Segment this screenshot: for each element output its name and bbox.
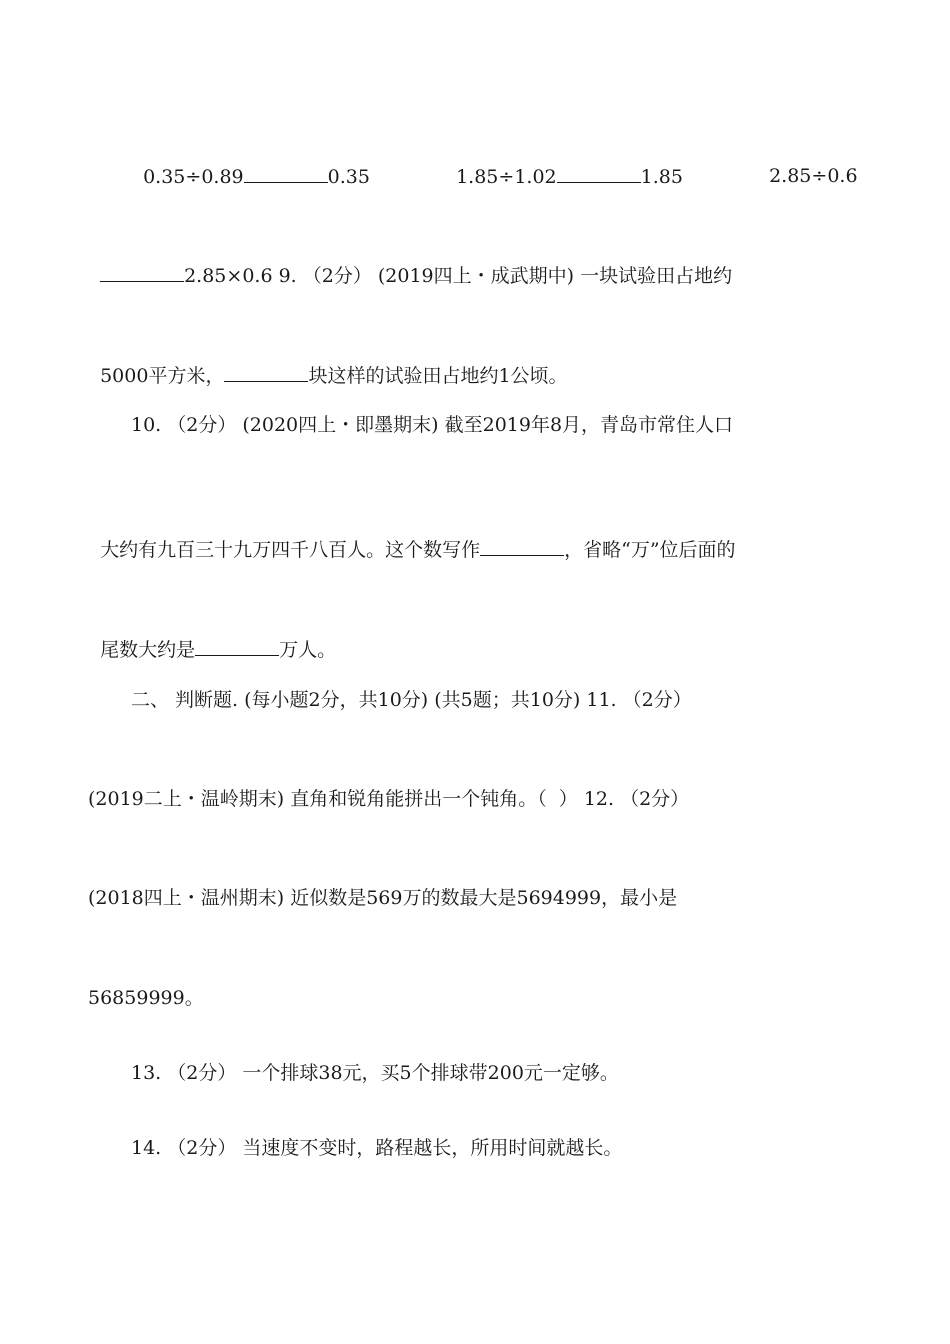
q10-line-1: 10. （2分） (2020四上・即墨期末) 截至2019年8月，青岛市常住人口 [131, 414, 734, 436]
q10-line-2 [88, 513, 736, 562]
q9-text-after: 块这样的试验田占地约1公顷。 [308, 365, 568, 387]
section-2-heading: 二、 判断题. (每小题2分，共10分) (共5题；共10分) 11. （2分） [131, 689, 692, 711]
q10-text-after: ，省略“万”位后面的 [564, 539, 736, 561]
q10-text-before-2: 尾数大约是 [100, 639, 196, 661]
q8-item-a-left: 0.35÷0.89 [143, 166, 244, 188]
q9-heading: 9. （2分） (2019四上・成武期中) 一块试验田占地约 [278, 265, 733, 287]
q8-item-a-blank[interactable] [244, 164, 328, 183]
q8-item-c-blank[interactable] [100, 263, 184, 282]
q8-item-c-right: 2.85×0.6 [184, 265, 279, 287]
q13-line: 13. （2分） 一个排球38元，买5个排球带200元一定够。 [131, 1062, 619, 1084]
q8-item-b-left: 1.85÷1.02 [456, 166, 557, 188]
q10-blank-2[interactable] [195, 637, 279, 656]
q14-line: 14. （2分） 当速度不变时，路程越长，所用时间就越长。 [131, 1137, 623, 1159]
q9-continuation [88, 339, 568, 388]
q11-line: (2019二上・温岭期末) 直角和锐角能拼出一个钝角。（ ） 12. （2分） [88, 788, 690, 810]
q12-line-1: (2018四上・温州期末) 近似数是569万的数最大是5694999，最小是 [88, 887, 678, 909]
q8-q9-line [88, 239, 732, 288]
q9-text-before: 5000平方米， [100, 365, 225, 387]
q10-text-before: 大约有九百三十九万四千八百人。这个数写作 [100, 539, 481, 561]
q8-item-a-right: 0.35 [327, 166, 370, 188]
q10-blank-1[interactable] [480, 537, 564, 556]
q10-text-after-2: 万人。 [279, 639, 337, 661]
q8-item-c-left: 2.85÷0.6 [769, 165, 858, 187]
q8-item-b-blank[interactable] [557, 164, 641, 183]
q8-item-b-right: 1.85 [640, 166, 683, 188]
q8-item-c [757, 140, 858, 188]
q9-blank[interactable] [224, 363, 308, 382]
q8-item-a [131, 140, 370, 189]
q10-line-3 [88, 613, 336, 662]
q12-line-2: 56859999。 [88, 987, 204, 1009]
q8-item-b [444, 140, 683, 189]
